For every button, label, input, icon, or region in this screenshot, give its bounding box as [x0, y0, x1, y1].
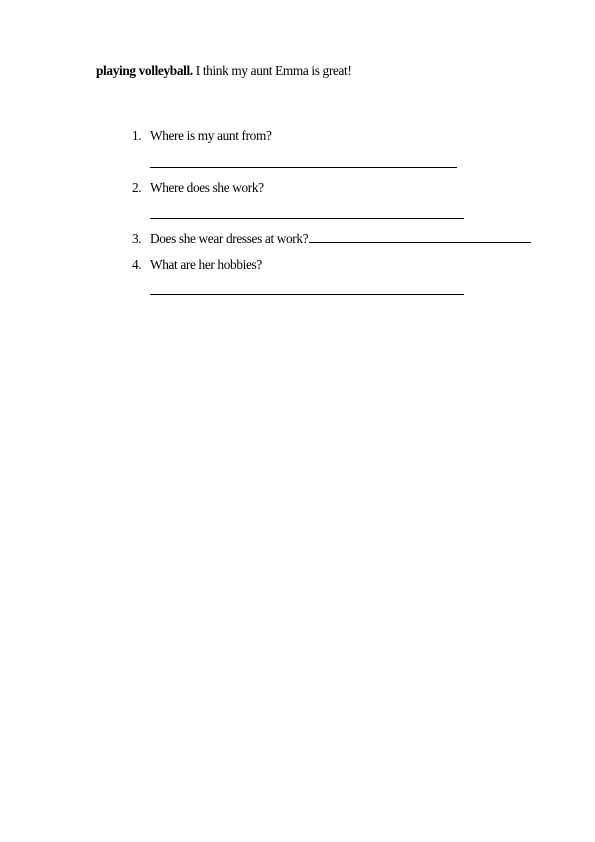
question-number: 1.	[132, 128, 142, 143]
question-number: 2.	[132, 180, 142, 195]
answer-line-4[interactable]	[150, 294, 464, 295]
question-text	[150, 231, 531, 247]
question-text: Where does she work?	[150, 180, 264, 195]
reading-text-end	[96, 63, 351, 79]
answer-line-2[interactable]	[150, 218, 464, 219]
intro-bold-text: playing volleyball.	[96, 63, 193, 78]
question-text: Where is my aunt from?	[150, 128, 272, 143]
answer-line-3[interactable]	[309, 242, 531, 243]
question-number: 4.	[132, 257, 142, 272]
question-number: 3.	[132, 231, 142, 246]
question-text-content: Does she wear dresses at work?	[150, 231, 309, 246]
answer-line-1[interactable]	[150, 167, 457, 168]
intro-rest-text: I think my aunt Emma is great!	[192, 63, 352, 78]
question-text: What are her hobbies?	[150, 257, 262, 272]
